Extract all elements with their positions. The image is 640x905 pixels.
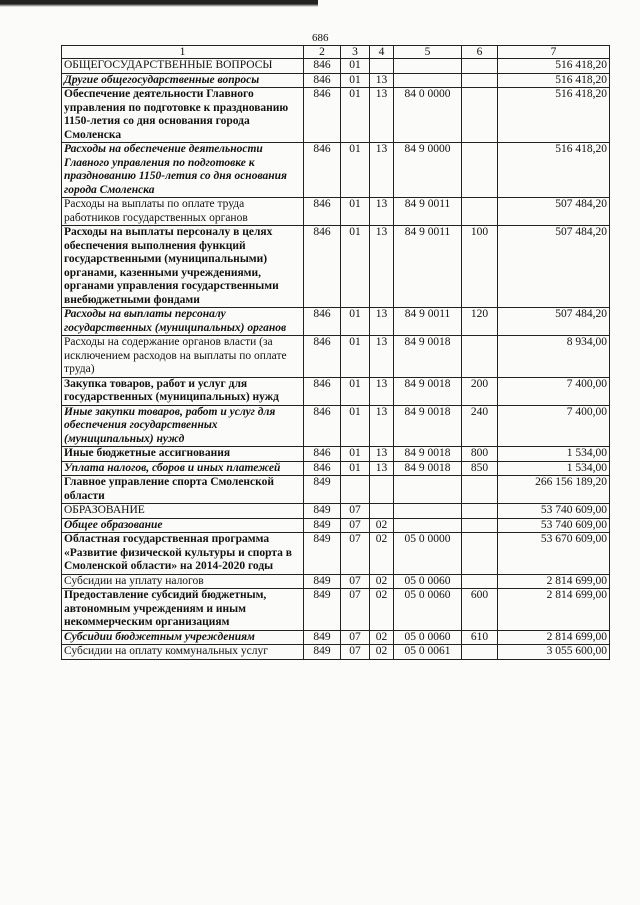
amount-cell: 516 418,20 — [498, 143, 610, 198]
amount-cell: 516 418,20 — [498, 59, 610, 74]
section-code-cell: 01 — [341, 88, 370, 143]
amount-cell: 53 740 609,00 — [498, 504, 610, 519]
column-header: 7 — [498, 46, 610, 59]
section-code-cell: 01 — [341, 447, 370, 462]
table-row — [62, 377, 610, 405]
table-body — [62, 59, 610, 660]
column-header: 6 — [462, 46, 498, 59]
budget-table — [61, 45, 610, 660]
amount-cell: 7 400,00 — [498, 405, 610, 447]
amount-cell: 507 484,20 — [498, 308, 610, 336]
expense-type-cell: 610 — [462, 630, 498, 645]
amount-cell: 507 484,20 — [498, 226, 610, 308]
table-row — [62, 461, 610, 476]
expense-type-cell: 120 — [462, 308, 498, 336]
section-code-cell: 01 — [341, 377, 370, 405]
column-header: 5 — [394, 46, 462, 59]
row-name-cell: ОБЩЕГОСУДАРСТВЕННЫЕ ВОПРОСЫ — [62, 59, 304, 74]
target-article-cell — [394, 518, 462, 533]
ministry-code-cell: 846 — [304, 226, 341, 308]
ministry-code-cell: 846 — [304, 198, 341, 226]
section-code-cell: 01 — [341, 461, 370, 476]
ministry-code-cell: 849 — [304, 533, 341, 575]
expense-type-cell — [462, 504, 498, 519]
subsection-code-cell: 02 — [370, 645, 394, 660]
subsection-code-cell: 13 — [370, 308, 394, 336]
section-code-cell: 01 — [341, 73, 370, 88]
section-code-cell: 07 — [341, 533, 370, 575]
subsection-code-cell: 13 — [370, 226, 394, 308]
expense-type-cell — [462, 59, 498, 74]
row-name-cell: Областная государственная программа «Развитие физической культуры и спорта в Смоленской области» на 2014-2020 годы — [62, 533, 304, 575]
target-article-cell: 84 0 0000 — [394, 88, 462, 143]
ministry-code-cell: 846 — [304, 59, 341, 74]
row-name-cell: Закупка товаров, работ и услуг для государственных (муниципальных) нужд — [62, 377, 304, 405]
target-article-cell: 05 0 0000 — [394, 533, 462, 575]
row-name-cell: Главное управление спорта Смоленской области — [62, 476, 304, 504]
page-number: 686 — [312, 32, 329, 44]
table-row — [62, 645, 610, 660]
column-header: 2 — [304, 46, 341, 59]
section-code-cell: 01 — [341, 308, 370, 336]
subsection-code-cell: 13 — [370, 405, 394, 447]
target-article-cell: 84 9 0018 — [394, 405, 462, 447]
target-article-cell: 84 9 0000 — [394, 143, 462, 198]
row-name-cell: Субсидии бюджетным учреждениям — [62, 630, 304, 645]
table-row — [62, 476, 610, 504]
section-code-cell: 01 — [341, 336, 370, 378]
amount-cell: 1 534,00 — [498, 447, 610, 462]
amount-cell: 516 418,20 — [498, 88, 610, 143]
target-article-cell: 84 9 0018 — [394, 336, 462, 378]
ministry-code-cell: 849 — [304, 645, 341, 660]
expense-type-cell — [462, 73, 498, 88]
expense-type-cell — [462, 533, 498, 575]
table-row — [62, 336, 610, 378]
row-name-cell: Иные закупки товаров, работ и услуг для обеспечения государственных (муниципальных) нужд — [62, 405, 304, 447]
row-name-cell: Предоставление субсидий бюджетным, автономным учреждениям и иным некоммерческим организациям — [62, 589, 304, 631]
row-name-cell: Расходы на обеспечение деятельности Главного управления по подготовке к празднованию 1150-летия со дня основания города Смоленска — [62, 143, 304, 198]
section-code-cell: 07 — [341, 518, 370, 533]
amount-cell: 2 814 699,00 — [498, 574, 610, 589]
subsection-code-cell: 02 — [370, 630, 394, 645]
subsection-code-cell: 13 — [370, 143, 394, 198]
target-article-cell: 05 0 0060 — [394, 574, 462, 589]
section-code-cell: 07 — [341, 645, 370, 660]
section-code-cell: 07 — [341, 630, 370, 645]
ministry-code-cell: 849 — [304, 630, 341, 645]
amount-cell: 507 484,20 — [498, 198, 610, 226]
row-name-cell: ОБРАЗОВАНИЕ — [62, 504, 304, 519]
section-code-cell: 01 — [341, 405, 370, 447]
scan-edge-mark — [0, 0, 318, 7]
row-name-cell: Уплата налогов, сборов и иных платежей — [62, 461, 304, 476]
expense-type-cell — [462, 645, 498, 660]
amount-cell: 2 814 699,00 — [498, 630, 610, 645]
subsection-code-cell: 13 — [370, 198, 394, 226]
expense-type-cell: 200 — [462, 377, 498, 405]
ministry-code-cell: 846 — [304, 143, 341, 198]
row-name-cell: Другие общегосударственные вопросы — [62, 73, 304, 88]
subsection-code-cell: 13 — [370, 461, 394, 476]
subsection-code-cell: 13 — [370, 336, 394, 378]
table-row — [62, 504, 610, 519]
expense-type-cell — [462, 88, 498, 143]
target-article-cell: 84 9 0018 — [394, 377, 462, 405]
section-code-cell: 01 — [341, 143, 370, 198]
row-name-cell: Иные бюджетные ассигнования — [62, 447, 304, 462]
row-name-cell: Общее образование — [62, 518, 304, 533]
row-name-cell: Расходы на выплаты персоналу в целях обеспечения выполнения функций государственными (муниципальными) органами, казенными учреждениями, органами управления государственными внебюджетными фондами — [62, 226, 304, 308]
table-row — [62, 143, 610, 198]
target-article-cell: 05 0 0061 — [394, 645, 462, 660]
subsection-code-cell: 13 — [370, 88, 394, 143]
expense-type-cell: 800 — [462, 447, 498, 462]
ministry-code-cell: 849 — [304, 504, 341, 519]
subsection-code-cell: 02 — [370, 589, 394, 631]
table-row — [62, 198, 610, 226]
table-row — [62, 447, 610, 462]
expense-type-cell — [462, 574, 498, 589]
subsection-code-cell: 13 — [370, 73, 394, 88]
amount-cell: 1 534,00 — [498, 461, 610, 476]
expense-type-cell — [462, 336, 498, 378]
amount-cell: 2 814 699,00 — [498, 589, 610, 631]
target-article-cell: 84 9 0011 — [394, 308, 462, 336]
table-row — [62, 518, 610, 533]
expense-type-cell: 100 — [462, 226, 498, 308]
target-article-cell: 05 0 0060 — [394, 630, 462, 645]
expense-type-cell — [462, 518, 498, 533]
table-row — [62, 630, 610, 645]
subsection-code-cell — [370, 504, 394, 519]
ministry-code-cell: 846 — [304, 336, 341, 378]
row-name-cell: Расходы на содержание органов власти (за исключением расходов на выплаты по оплате труда) — [62, 336, 304, 378]
section-code-cell: 07 — [341, 574, 370, 589]
ministry-code-cell: 846 — [304, 461, 341, 476]
table-row — [62, 405, 610, 447]
table-row — [62, 59, 610, 74]
table-row — [62, 308, 610, 336]
table-header-row — [62, 46, 610, 59]
table-row — [62, 73, 610, 88]
ministry-code-cell: 849 — [304, 476, 341, 504]
amount-cell: 8 934,00 — [498, 336, 610, 378]
ministry-code-cell: 846 — [304, 308, 341, 336]
row-name-cell: Расходы на выплаты персоналу государственных (муниципальных) органов — [62, 308, 304, 336]
row-name-cell: Обеспечение деятельности Главного управления по подготовке к празднованию 1150-летия со дня основания города Смоленска — [62, 88, 304, 143]
column-header: 4 — [370, 46, 394, 59]
subsection-code-cell: 02 — [370, 533, 394, 575]
subsection-code-cell: 02 — [370, 518, 394, 533]
table-row — [62, 88, 610, 143]
expense-type-cell: 850 — [462, 461, 498, 476]
table-row — [62, 226, 610, 308]
target-article-cell: 84 9 0018 — [394, 461, 462, 476]
target-article-cell: 84 9 0018 — [394, 447, 462, 462]
table-row — [62, 574, 610, 589]
amount-cell: 53 740 609,00 — [498, 518, 610, 533]
target-article-cell: 84 9 0011 — [394, 226, 462, 308]
section-code-cell: 07 — [341, 504, 370, 519]
ministry-code-cell: 849 — [304, 518, 341, 533]
subsection-code-cell: 02 — [370, 574, 394, 589]
amount-cell: 7 400,00 — [498, 377, 610, 405]
target-article-cell — [394, 504, 462, 519]
subsection-code-cell — [370, 59, 394, 74]
section-code-cell: 01 — [341, 59, 370, 74]
column-header: 1 — [62, 46, 304, 59]
ministry-code-cell: 846 — [304, 377, 341, 405]
expense-type-cell — [462, 143, 498, 198]
amount-cell: 3 055 600,00 — [498, 645, 610, 660]
ministry-code-cell: 849 — [304, 574, 341, 589]
table-row — [62, 589, 610, 631]
subsection-code-cell: 13 — [370, 377, 394, 405]
section-code-cell — [341, 476, 370, 504]
target-article-cell — [394, 476, 462, 504]
row-name-cell: Субсидии на оплату коммунальных услуг — [62, 645, 304, 660]
column-header: 3 — [341, 46, 370, 59]
ministry-code-cell: 846 — [304, 447, 341, 462]
target-article-cell — [394, 73, 462, 88]
row-name-cell: Субсидии на уплату налогов — [62, 574, 304, 589]
target-article-cell: 84 9 0011 — [394, 198, 462, 226]
amount-cell: 516 418,20 — [498, 73, 610, 88]
target-article-cell — [394, 59, 462, 74]
row-name-cell: Расходы на выплаты по оплате труда работников государственных органов — [62, 198, 304, 226]
ministry-code-cell: 849 — [304, 589, 341, 631]
ministry-code-cell: 846 — [304, 88, 341, 143]
ministry-code-cell: 846 — [304, 73, 341, 88]
section-code-cell: 07 — [341, 589, 370, 631]
subsection-code-cell: 13 — [370, 447, 394, 462]
table-row — [62, 533, 610, 575]
expense-type-cell: 600 — [462, 589, 498, 631]
section-code-cell: 01 — [341, 226, 370, 308]
section-code-cell: 01 — [341, 198, 370, 226]
amount-cell: 53 670 609,00 — [498, 533, 610, 575]
ministry-code-cell: 846 — [304, 405, 341, 447]
expense-type-cell — [462, 198, 498, 226]
target-article-cell: 05 0 0060 — [394, 589, 462, 631]
expense-type-cell — [462, 476, 498, 504]
expense-type-cell: 240 — [462, 405, 498, 447]
amount-cell: 266 156 189,20 — [498, 476, 610, 504]
subsection-code-cell — [370, 476, 394, 504]
